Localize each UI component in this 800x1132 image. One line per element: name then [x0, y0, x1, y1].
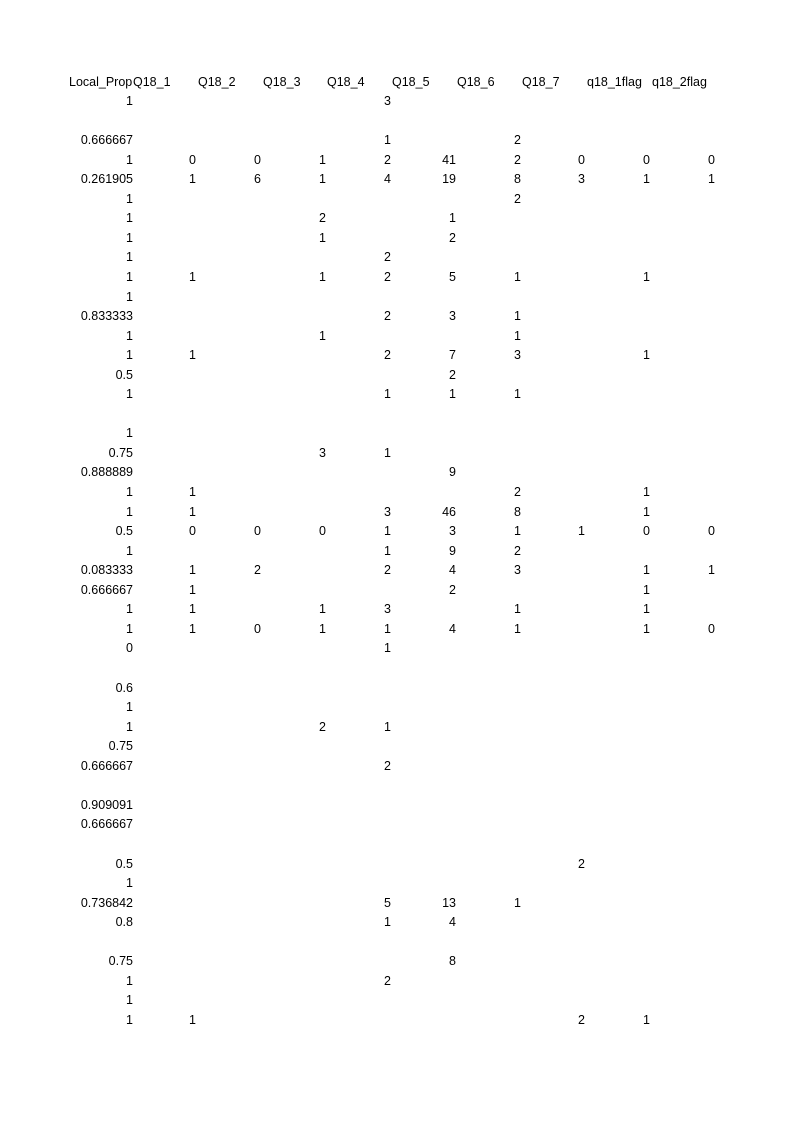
table-cell: 1: [319, 270, 326, 284]
table-cell: 1: [384, 524, 391, 539]
column-header: Q18_7: [522, 75, 560, 89]
table-cell: 1: [126, 152, 133, 167]
table-cell: 46: [442, 504, 456, 519]
table-cell: 1: [643, 348, 650, 363]
table-cell: 1: [514, 328, 521, 343]
table-cell: 1: [126, 191, 133, 206]
table-cell: 0.888889: [80, 465, 133, 480]
table-cell: 1: [643, 485, 650, 499]
table-cell: 1: [126, 328, 133, 343]
table-cell: 1: [384, 621, 391, 636]
table-cell: 1: [126, 230, 133, 245]
table-cell: 1: [643, 270, 650, 284]
table-cell: 1: [126, 719, 133, 734]
column-header: Q18_6: [457, 75, 495, 89]
table-cell: 1: [319, 328, 326, 343]
table-cell: 1: [643, 563, 650, 578]
table-cell: 1: [319, 621, 326, 636]
table-cell: 2: [578, 856, 585, 871]
column-header: q18_1flag: [587, 75, 642, 89]
table-cell: 13: [442, 895, 456, 910]
table-cell: 0: [708, 621, 715, 636]
table-cell: 0: [189, 152, 196, 167]
table-cell: 1: [319, 172, 326, 187]
table-cell: 0: [319, 524, 326, 539]
table-cell: 2: [578, 1012, 585, 1027]
table-cell: 1: [643, 602, 650, 617]
table-cell: 7: [449, 348, 456, 363]
table-cell: 2: [514, 485, 521, 499]
table-cell: 1: [514, 602, 521, 617]
table-cell: 3: [384, 504, 391, 519]
table-cell: 0: [578, 152, 585, 167]
table-cell: 0: [254, 152, 261, 167]
table-cell: 0.75: [108, 954, 133, 969]
table-cell: 19: [442, 172, 456, 187]
table-cell: 0.909091: [80, 797, 133, 812]
table-cell: 1: [189, 504, 196, 519]
table-cell: 0.666667: [80, 133, 133, 148]
table-cell: 5: [384, 895, 391, 910]
table-cell: 9: [449, 465, 456, 480]
table-cell: 2: [514, 191, 521, 206]
table-cell: 3: [384, 94, 391, 108]
table-cell: 2: [319, 719, 326, 734]
column-header: Q18_2: [198, 75, 236, 89]
table-cell: 1: [384, 543, 391, 558]
table-cell: 1: [384, 641, 391, 656]
table-cell: 1: [189, 582, 196, 597]
table-cell: 0: [254, 524, 261, 539]
table-cell: 2: [449, 230, 456, 245]
table-cell: 1: [189, 485, 196, 499]
table-cell: 1: [126, 1012, 133, 1027]
table-cell: 0: [708, 524, 715, 539]
table-cell: 1: [384, 445, 391, 460]
table-cell: 1: [126, 94, 133, 108]
table-cell: 1: [514, 524, 521, 539]
table-cell: 0.666667: [80, 758, 133, 773]
table-cell: 0: [189, 524, 196, 539]
table-cell: 0: [708, 152, 715, 167]
table-cell: 5: [449, 270, 456, 284]
table-cell: 3: [449, 524, 456, 539]
table-cell: 0.75: [108, 739, 133, 754]
table-cell: 1: [384, 133, 391, 148]
table-cell: 1: [126, 250, 133, 265]
table-cell: 1: [384, 387, 391, 402]
table-cell: 0.5: [115, 524, 133, 539]
table-cell: 3: [514, 563, 521, 578]
table-cell: 3: [449, 309, 456, 324]
table-cell: 4: [384, 172, 391, 187]
table-cell: 1: [126, 504, 133, 519]
table-cell: 1: [449, 387, 456, 402]
table-cell: 0.666667: [80, 817, 133, 832]
table-cell: 0: [643, 152, 650, 167]
table-cell: 1: [514, 270, 521, 284]
table-cell: 1: [384, 915, 391, 930]
table-cell: 1: [126, 211, 133, 226]
table-cell: 8: [514, 172, 521, 187]
table-cell: 4: [449, 621, 456, 636]
table-cell: 1: [189, 348, 196, 363]
table-cell: 1: [643, 621, 650, 636]
table-cell: 1: [126, 621, 133, 636]
table-cell: 2: [384, 563, 391, 578]
table-cell: 1: [126, 289, 133, 304]
table-cell: 3: [319, 445, 326, 460]
table-cell: 1: [126, 348, 133, 363]
table-cell: 0.261905: [80, 172, 133, 187]
table-cell: 1: [514, 621, 521, 636]
column-header: q18_2flag: [652, 75, 707, 89]
table-cell: 6: [254, 172, 261, 187]
table-cell: 2: [319, 211, 326, 226]
table-cell: 2: [384, 250, 391, 265]
table-cell: 0.8: [115, 915, 133, 930]
table-cell: 2: [514, 152, 521, 167]
table-cell: 0.736842: [80, 895, 133, 910]
table-cell: 1: [319, 602, 326, 617]
table-cell: 1: [189, 602, 196, 617]
table-cell: 1: [126, 602, 133, 617]
table-cell: 0.5: [115, 367, 133, 382]
table-cell: 0.666667: [80, 582, 133, 597]
table-cell: 8: [449, 954, 456, 969]
table-cell: 1: [708, 172, 715, 187]
table-cell: 0: [126, 641, 133, 656]
table-cell: 3: [578, 172, 585, 187]
table-cell: 0.833333: [80, 309, 133, 324]
table-cell: 1: [126, 270, 133, 284]
table-cell: 2: [384, 973, 391, 988]
table-cell: 1: [514, 309, 521, 324]
table-cell: 3: [514, 348, 521, 363]
table-cell: 9: [449, 543, 456, 558]
table-cell: 2: [384, 152, 391, 167]
table-cell: 2: [384, 758, 391, 773]
table-cell: 1: [126, 993, 133, 1008]
table-cell: 0: [643, 524, 650, 539]
table-cell: 1: [578, 524, 585, 539]
table-cell: 1: [189, 621, 196, 636]
table-cell: 1: [189, 172, 196, 187]
table-cell: 2: [514, 133, 521, 148]
table-cell: 0.5: [115, 856, 133, 871]
table-cell: 2: [384, 309, 391, 324]
table-cell: 1: [126, 700, 133, 715]
column-header: Q18_4: [327, 75, 365, 89]
column-header: Local_Prop: [69, 75, 133, 89]
table-cell: 8: [514, 504, 521, 519]
table-cell: 2: [384, 270, 391, 284]
table-cell: 1: [708, 563, 715, 578]
table-cell: 2: [449, 367, 456, 382]
table-cell: 2: [384, 348, 391, 363]
table-cell: 0.6: [115, 680, 133, 695]
table-cell: 1: [319, 230, 326, 245]
table-cell: 2: [254, 563, 261, 578]
column-header: Q18_5: [392, 75, 430, 89]
table-cell: 1: [189, 1012, 196, 1027]
column-header: Q18_1: [133, 75, 171, 89]
table-cell: 1: [126, 387, 133, 402]
table-cell: 1: [126, 543, 133, 558]
table-cell: 1: [126, 973, 133, 988]
column-header: Q18_3: [263, 75, 301, 89]
table-cell: 1: [126, 876, 133, 890]
table-cell: 1: [514, 387, 521, 402]
table-cell: 1: [514, 895, 521, 910]
table-cell: 1: [643, 504, 650, 519]
table-cell: 1: [643, 1012, 650, 1027]
table-cell: 4: [449, 563, 456, 578]
table-cell: 41: [442, 152, 456, 167]
table-cell: 0.083333: [80, 563, 133, 578]
table-cell: 1: [449, 211, 456, 226]
table-cell: 4: [449, 915, 456, 930]
table-cell: 3: [384, 602, 391, 617]
table-cell: 1: [384, 719, 391, 734]
table-cell: 2: [449, 582, 456, 597]
table-cell: 1: [643, 582, 650, 597]
table-cell: 0: [254, 621, 261, 636]
table-cell: 0.75: [108, 445, 133, 460]
table-cell: 1: [643, 172, 650, 187]
table-cell: 2: [514, 543, 521, 558]
table-cell: 1: [319, 152, 326, 167]
table-cell: 1: [189, 563, 196, 578]
table-cell: 1: [126, 485, 133, 499]
table-cell: 1: [189, 270, 196, 284]
table-cell: 1: [126, 426, 133, 441]
